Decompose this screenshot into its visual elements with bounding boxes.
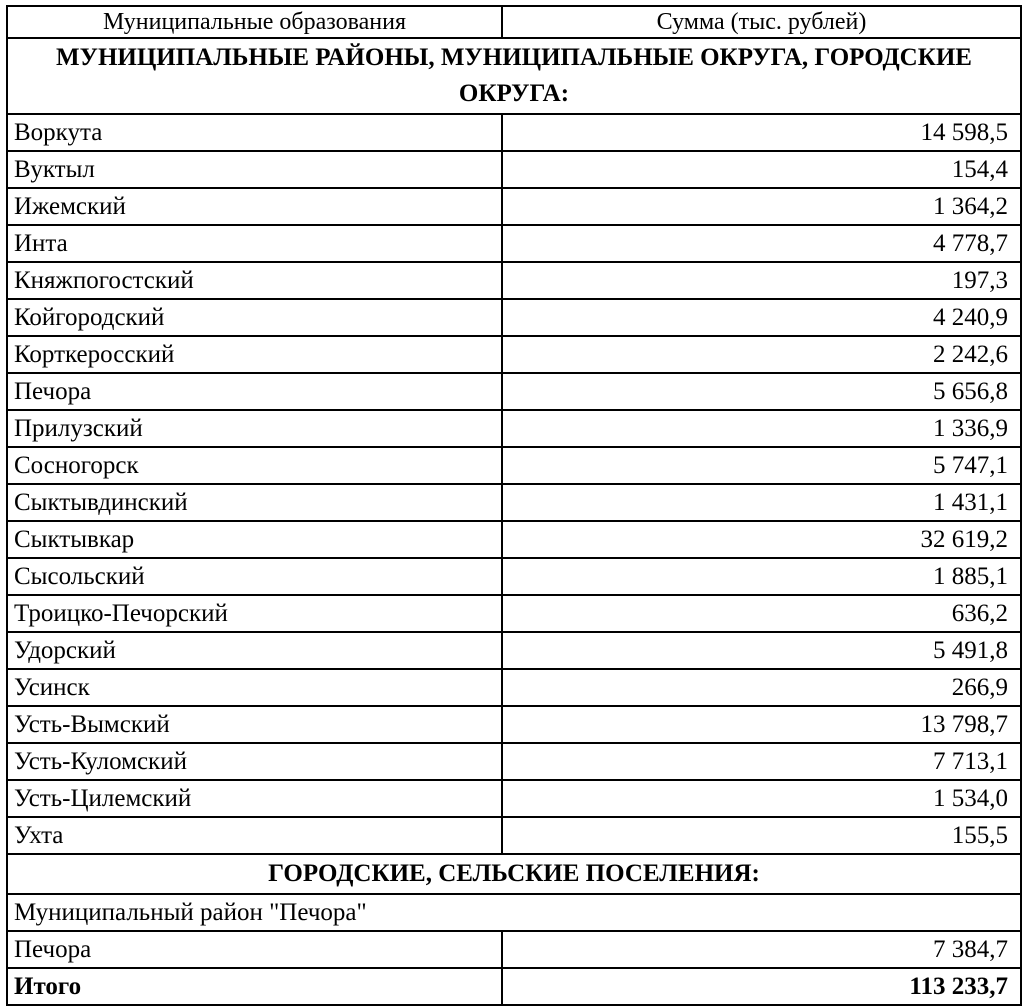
municipality-name: Ижемский [7, 188, 502, 225]
table-row [7, 558, 1021, 595]
table-row [7, 299, 1021, 336]
sum-value: 32 619,2 [502, 521, 1021, 558]
sum-value: 5 491,8 [502, 632, 1021, 669]
sum-value: 13 798,7 [502, 706, 1021, 743]
municipality-name: Ухта [7, 817, 502, 854]
municipality-name: Инта [7, 225, 502, 262]
table-row [7, 817, 1021, 854]
total-label: Итого [7, 968, 502, 1005]
sum-value: 5 747,1 [502, 447, 1021, 484]
municipality-name: Сыктывдинский [7, 484, 502, 521]
municipality-name: Печора [7, 931, 502, 968]
section-title-districts: МУНИЦИПАЛЬНЫЕ РАЙОНЫ, МУНИЦИПАЛЬНЫЕ ОКРУГА, ГОРОДСКИЕ ОКРУГА: [7, 38, 1021, 114]
sum-value: 154,4 [502, 151, 1021, 188]
municipality-name: Корткеросский [7, 336, 502, 373]
section-title-settlements: ГОРОДСКИЕ, СЕЛЬСКИЕ ПОСЕЛЕНИЯ: [7, 854, 1021, 894]
section-heading-row [7, 854, 1021, 894]
table-row [7, 931, 1021, 968]
subgroup-title: Муниципальный район "Печора" [7, 894, 1021, 931]
table-row [7, 484, 1021, 521]
header-sum: Сумма (тыс. рублей) [502, 6, 1021, 38]
distribution-table [6, 5, 1022, 1006]
table-row [7, 410, 1021, 447]
total-row [7, 968, 1021, 1005]
sum-value: 1 534,0 [502, 780, 1021, 817]
total-value: 113 233,7 [502, 968, 1021, 1005]
table-row [7, 225, 1021, 262]
sum-value: 1 431,1 [502, 484, 1021, 521]
table-row [7, 743, 1021, 780]
municipality-name: Койгородский [7, 299, 502, 336]
municipality-name: Сысольский [7, 558, 502, 595]
table-row [7, 262, 1021, 299]
sum-value: 14 598,5 [502, 114, 1021, 151]
table-row [7, 780, 1021, 817]
sum-value: 1 336,9 [502, 410, 1021, 447]
sum-value: 4 778,7 [502, 225, 1021, 262]
table-row [7, 595, 1021, 632]
municipality-name: Вуктыл [7, 151, 502, 188]
table-row [7, 669, 1021, 706]
municipality-name: Удорский [7, 632, 502, 669]
table-row [7, 706, 1021, 743]
sum-value: 5 656,8 [502, 373, 1021, 410]
sum-value: 7 713,1 [502, 743, 1021, 780]
table-row [7, 336, 1021, 373]
table-row [7, 447, 1021, 484]
table-row [7, 114, 1021, 151]
sum-value: 4 240,9 [502, 299, 1021, 336]
table-row [7, 521, 1021, 558]
section-heading-row [7, 38, 1021, 114]
table-row [7, 188, 1021, 225]
sum-value: 2 242,6 [502, 336, 1021, 373]
municipality-name: Троицко-Печорский [7, 595, 502, 632]
sum-value: 197,3 [502, 262, 1021, 299]
municipality-name: Усинск [7, 669, 502, 706]
sum-value: 155,5 [502, 817, 1021, 854]
table-row [7, 151, 1021, 188]
subgroup-row [7, 894, 1021, 931]
sum-value: 1 364,2 [502, 188, 1021, 225]
municipality-name: Сыктывкар [7, 521, 502, 558]
municipality-name: Воркута [7, 114, 502, 151]
municipality-name: Прилузский [7, 410, 502, 447]
municipality-name: Печора [7, 373, 502, 410]
municipality-name: Сосногорск [7, 447, 502, 484]
municipality-name: Усть-Цилемский [7, 780, 502, 817]
municipality-name: Усть-Куломский [7, 743, 502, 780]
table-row [7, 373, 1021, 410]
sum-value: 636,2 [502, 595, 1021, 632]
municipality-name: Княжпогостский [7, 262, 502, 299]
sum-value: 7 384,7 [502, 931, 1021, 968]
table-header-row [7, 6, 1021, 38]
table-row [7, 632, 1021, 669]
sum-value: 266,9 [502, 669, 1021, 706]
municipality-name: Усть-Вымский [7, 706, 502, 743]
sum-value: 1 885,1 [502, 558, 1021, 595]
header-municipality: Муниципальные образования [7, 6, 502, 38]
